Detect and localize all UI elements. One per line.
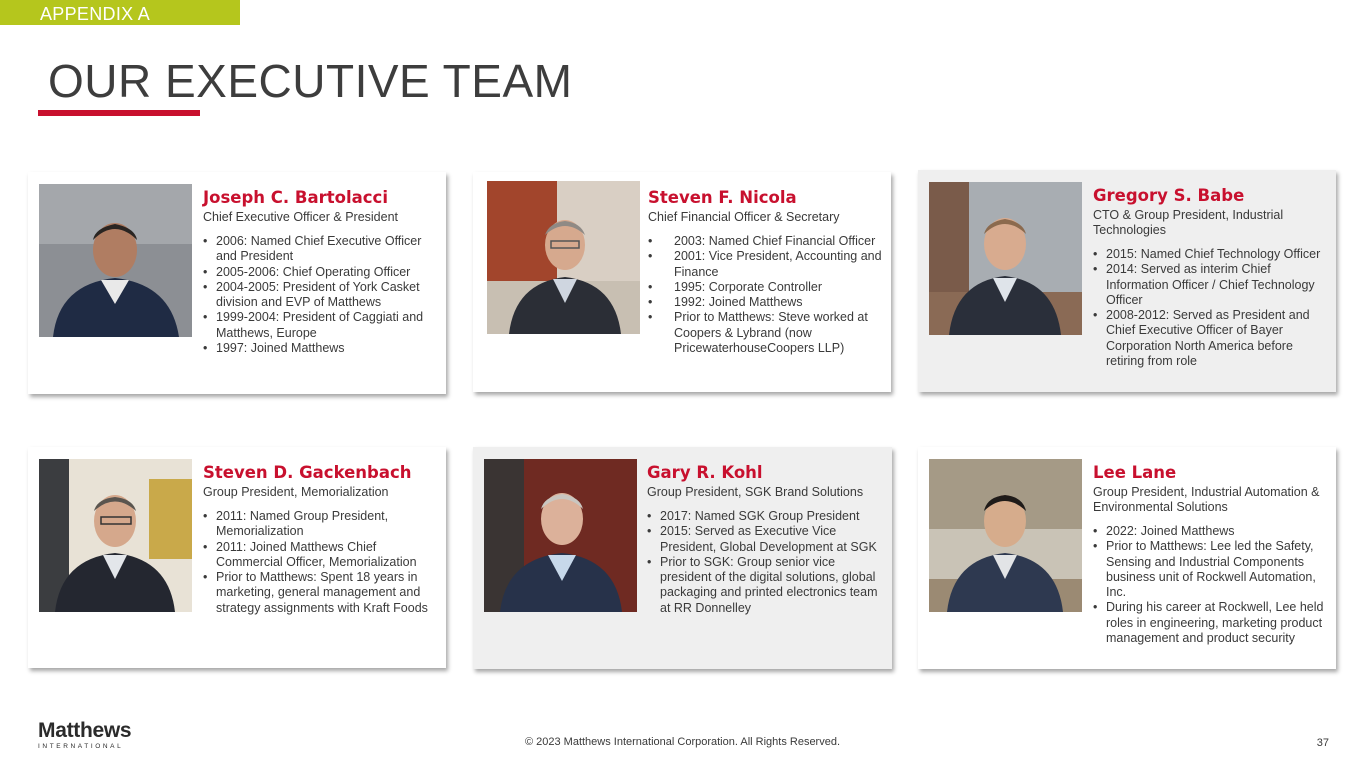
career-item: • 2008-2012: Served as President and Chief Executive Officer of Bayer Corporation North America before retiring from role xyxy=(1093,308,1330,369)
headshot-photo xyxy=(39,459,192,612)
career-list xyxy=(648,234,885,356)
career-item: • 2017: Named SGK Group President xyxy=(647,509,886,524)
headshot-photo xyxy=(39,184,192,337)
career-list xyxy=(1093,524,1330,646)
career-item: • 2011: Named Group President, Memorialization xyxy=(203,509,440,540)
headshot-photo xyxy=(484,459,637,612)
career-item: • 1992: Joined Matthews xyxy=(648,295,885,310)
executive-name: Steven D. Gackenbach xyxy=(203,463,412,482)
career-item: • 2022: Joined Matthews xyxy=(1093,524,1330,539)
career-list xyxy=(203,234,440,356)
executive-role: Chief Financial Officer & Secretary xyxy=(648,210,840,224)
career-item: • Prior to Matthews: Steve worked at Coopers & Lybrand (now PricewaterhouseCoopers LLP) xyxy=(648,310,885,356)
career-item: • 2006: Named Chief Executive Officer and President xyxy=(203,234,440,265)
executive-card-nicola xyxy=(473,172,891,392)
executive-card-kohl xyxy=(473,447,892,669)
career-item: • 2014: Served as interim Chief Information Officer / Chief Technology Officer xyxy=(1093,262,1330,308)
page-number: 37 xyxy=(1316,737,1329,749)
executive-role: Chief Executive Officer & President xyxy=(203,210,398,224)
career-item: • 2003: Named Chief Financial Officer xyxy=(648,234,885,249)
executive-role: Group President, SGK Brand Solutions xyxy=(647,485,864,499)
executive-name: Gary R. Kohl xyxy=(647,463,763,482)
career-item: • 1997: Joined Matthews xyxy=(203,341,440,356)
copyright-notice: © 2023 Matthews International Corporation. All Rights Reserved. xyxy=(524,736,841,748)
executive-name: Joseph C. Bartolacci xyxy=(203,188,388,207)
title-underline xyxy=(38,110,200,116)
executive-card-babe xyxy=(918,170,1336,392)
appendix-tag: APPENDIX A xyxy=(0,0,240,25)
career-item: • 1999-2004: President of Caggiati and Matthews, Europe xyxy=(203,310,440,341)
headshot-photo xyxy=(929,182,1082,335)
executive-name: Gregory S. Babe xyxy=(1093,186,1245,205)
logo-subtitle: INTERNATIONAL xyxy=(38,743,124,750)
career-item: • Prior to Matthews: Lee led the Safety, Sensing and Industrial Components business unit of Rockwell Automation, Inc. xyxy=(1093,539,1330,600)
logo-wordmark: Matthews xyxy=(38,719,132,742)
executive-card-bartolacci xyxy=(28,172,446,394)
career-list xyxy=(1093,247,1330,369)
career-item: • 2005-2006: Chief Operating Officer xyxy=(203,265,440,280)
career-item: • 1995: Corporate Controller xyxy=(648,280,885,295)
executive-role: Group President, Memorialization xyxy=(203,485,389,499)
executive-role: CTO & Group President, Industrial Technologies xyxy=(1093,208,1284,237)
executive-role: Group President, Industrial Automation & Environmental Solutions xyxy=(1093,485,1320,514)
career-list xyxy=(647,509,886,616)
career-item: • 2015: Named Chief Technology Officer xyxy=(1093,247,1330,262)
career-item: • During his career at Rockwell, Lee held roles in engineering, marketing product management and product security xyxy=(1093,600,1330,646)
career-item: • Prior to SGK: Group senior vice president of the digital solutions, global packaging and printed electronics team at RR Donnelley xyxy=(647,555,886,616)
headshot-photo xyxy=(929,459,1082,612)
career-item: • Prior to Matthews: Spent 18 years in marketing, general management and strategy assignments with Kraft Foods xyxy=(203,570,440,616)
executive-name: Lee Lane xyxy=(1093,463,1177,482)
career-item: • 2015: Served as Executive Vice President, Global Development at SGK xyxy=(647,524,886,555)
executive-card-gackenbach xyxy=(28,447,446,668)
career-item: • 2011: Joined Matthews Chief Commercial Officer, Memorialization xyxy=(203,540,440,571)
career-item: • 2001: Vice President, Accounting and Finance xyxy=(648,249,885,280)
slide-title: OUR EXECUTIVE TEAM xyxy=(48,55,573,107)
headshot-photo xyxy=(487,181,640,334)
career-list xyxy=(203,509,440,616)
executive-card-lane xyxy=(918,447,1336,669)
career-item: • 2004-2005: President of York Casket division and EVP of Matthews xyxy=(203,280,440,311)
executive-name: Steven F. Nicola xyxy=(648,188,797,207)
